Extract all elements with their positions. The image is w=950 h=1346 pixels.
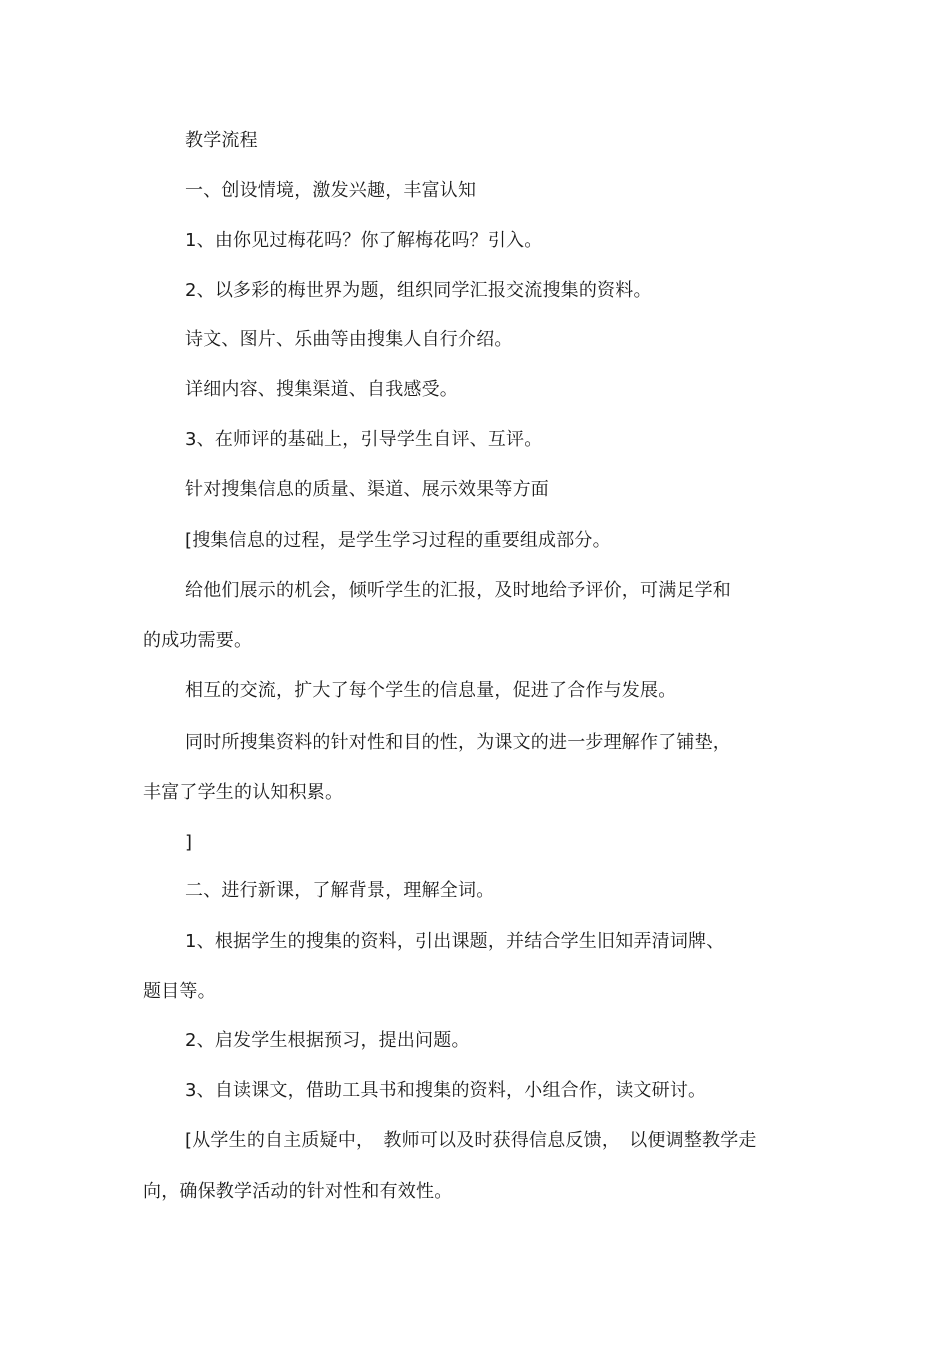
paragraph-line-continuation: 向，确保教学活动的针对性和有效性。: [143, 1181, 453, 1202]
paragraph-line: [搜集信息的过程，是学生学习过程的重要组成部分。: [185, 530, 611, 551]
paragraph-line: 同时所搜集资料的针对性和目的性，为课文的进一步理解作了铺垫，: [185, 732, 731, 753]
paragraph-line-continuation: 题目等。: [143, 981, 216, 1002]
paragraph-line: 给他们展示的机会，倾听学生的汇报，及时地给予评价，可满足学和: [185, 580, 731, 601]
paragraph-line: 1、由你见过梅花吗？你了解梅花吗？引入。: [185, 230, 543, 251]
document-title: 教学流程: [185, 130, 258, 151]
paragraph-line: 详细内容、搜集渠道、自我感受。: [185, 379, 458, 400]
paragraph-line: [从学生的自主质疑中， 教师可以及时获得信息反馈， 以便调整教学走: [185, 1130, 757, 1151]
paragraph-line: 相互的交流，扩大了每个学生的信息量，促进了合作与发展。: [185, 680, 677, 701]
paragraph-line: ]: [185, 832, 193, 853]
paragraph-line: 2、启发学生根据预习，提出问题。: [185, 1030, 470, 1051]
paragraph-line: 2、以多彩的梅世界为题，组织同学汇报交流搜集的资料。: [185, 280, 652, 301]
paragraph-line: 1、根据学生的搜集的资料，引出课题，并结合学生旧知弄清词牌、: [185, 931, 725, 952]
paragraph-line-continuation: 的成功需要。: [143, 630, 253, 651]
section-heading-1: 一、创设情境，激发兴趣，丰富认知: [185, 180, 477, 201]
section-heading-2: 二、进行新课，了解背景，理解全词。: [185, 880, 495, 901]
paragraph-line: 3、自读课文，借助工具书和搜集的资料，小组合作，读文研讨。: [185, 1080, 707, 1101]
paragraph-line-continuation: 丰富了学生的认知积累。: [143, 782, 344, 803]
paragraph-line: 3、在师评的基础上，引导学生自评、互评。: [185, 429, 543, 450]
paragraph-line: 针对搜集信息的质量、渠道、展示效果等方面: [185, 479, 549, 500]
paragraph-line: 诗文、图片、乐曲等由搜集人自行介绍。: [185, 329, 513, 350]
